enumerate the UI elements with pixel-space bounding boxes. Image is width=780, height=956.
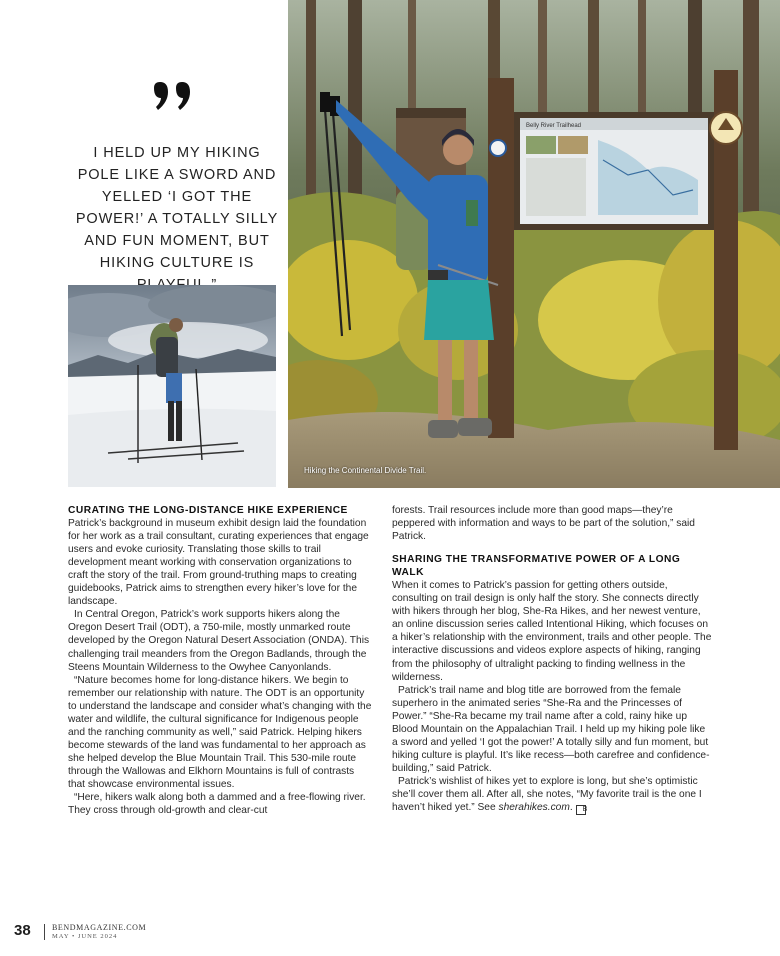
snow-hiker-photo [68, 285, 276, 487]
paragraph: “Nature becomes home for long-distance hikers. We begin to remember our relationship with nature. The ODT is an opportunity to understand the landscape and consider what’s changing with the water and wildlife, the cultural significance for Indigenous people and the ranching community as well,” said Patrick. Helping hikers become stewards of the land was fundamental to her approach as she helped develop the Blue Mountain Trail. This 530-mile route through the Wallowas and Elkhorn Mountains is full of contrasts that showcase environmental issues. [68, 674, 372, 790]
website-link[interactable]: sherahikes.com [498, 802, 570, 814]
issue-date: MAY • JUNE 2024 [52, 933, 118, 940]
paragraph: In Central Oregon, Patrick’s work supports hikers along the Oregon Desert Trail (ODT), a 750-mile, mostly unmarked route developed by the Oregon Natural Desert Association (ONDA). This challenging trail meanders from the Oregon Badlands, through the Steens Mountain Wilderness to the Owyhee Canyonlands. [68, 609, 370, 673]
section-heading-sharing: SHARING THE TRANSFORMATIVE POWER OF A LONG WALK [392, 554, 681, 579]
page-number: 38 [14, 922, 31, 939]
paragraph: “Here, hikers walk along both a dammed and a free-flowing river. They cross through old-growth and clear-cut [68, 792, 366, 817]
paragraph: When it comes to Patrick’s passion for getting others outside, consulting on trail design is only half the story. She connects directly with hikers through her blog, She-Ra Hikes, and her newest venture, an online discussion series called Intentional Hiking, which focuses on a hiker’s relationship with the environment, trails and other people. The interactive discussions and videos explore aspects of hiking, ranging from the philosophy of ultralight packing to finding wellness in the wilderness. [392, 580, 712, 683]
footer-divider [44, 924, 45, 940]
paragraph-text: Patrick’s wishlist of hikes yet to explore is long, but she’s optimistic she’ll cover them all. After all, she notes, “My favorite trail is the one I haven’t hiked yet.” See [392, 775, 702, 814]
paragraph: Patrick’s background in museum exhibit design laid the foundation for her work as a trail consultant, curating experiences that engage users and evoke curiosity. Translating those skills to trail development meant working with conservation organizations to craft the story of the trail. From ground-truthing maps to creating guidebooks, Patrick aims to strengthen every hiker’s love for the landscape. [68, 518, 369, 608]
paragraph: forests. Trail resources include more than good maps—they’re peppered with information and ways to be part of the solution,” said Patrick. [392, 505, 695, 543]
quote-mark-icon [150, 80, 200, 120]
pull-quote: I HELD UP MY HIKING POLE LIKE A SWORD AND YELLED ‘I GOT THE POWER!’ A TOTALLY SILLY AND FUN MOMENT, BUT HIKING CULTURE IS [75, 145, 279, 271]
trailhead-photo [288, 0, 780, 488]
paragraph-period: . [569, 802, 573, 814]
paragraph-final [392, 775, 712, 815]
section-heading-curating: CURATING THE LONG-DISTANCE HIKE EXPERIENCE [68, 505, 348, 516]
paragraph: Patrick’s trail name and blog title are borrowed from the female superhero in the animated series “She-Ra and the Princesses of Power.” “She-Ra became my trail name after a cold, rainy hike up Blood Mountain on the Appalachian Trail. I held up my hiking pole like a sword and yelled ‘I got the power!’ A totally silly and fun moment, but hiking culture is playful. It’s like recess—both carefree and confidence-building,” said Patrick. [392, 684, 710, 774]
end-mark-icon: B [576, 805, 586, 815]
magazine-url[interactable]: BENDMAGAZINE.COM [52, 923, 147, 932]
photo-caption: Hiking the Continental Divide Trail. [304, 466, 427, 475]
article-column-right [392, 504, 712, 815]
article-column-left [68, 504, 372, 817]
sign-title: Belly River Trailhead [526, 123, 582, 129]
